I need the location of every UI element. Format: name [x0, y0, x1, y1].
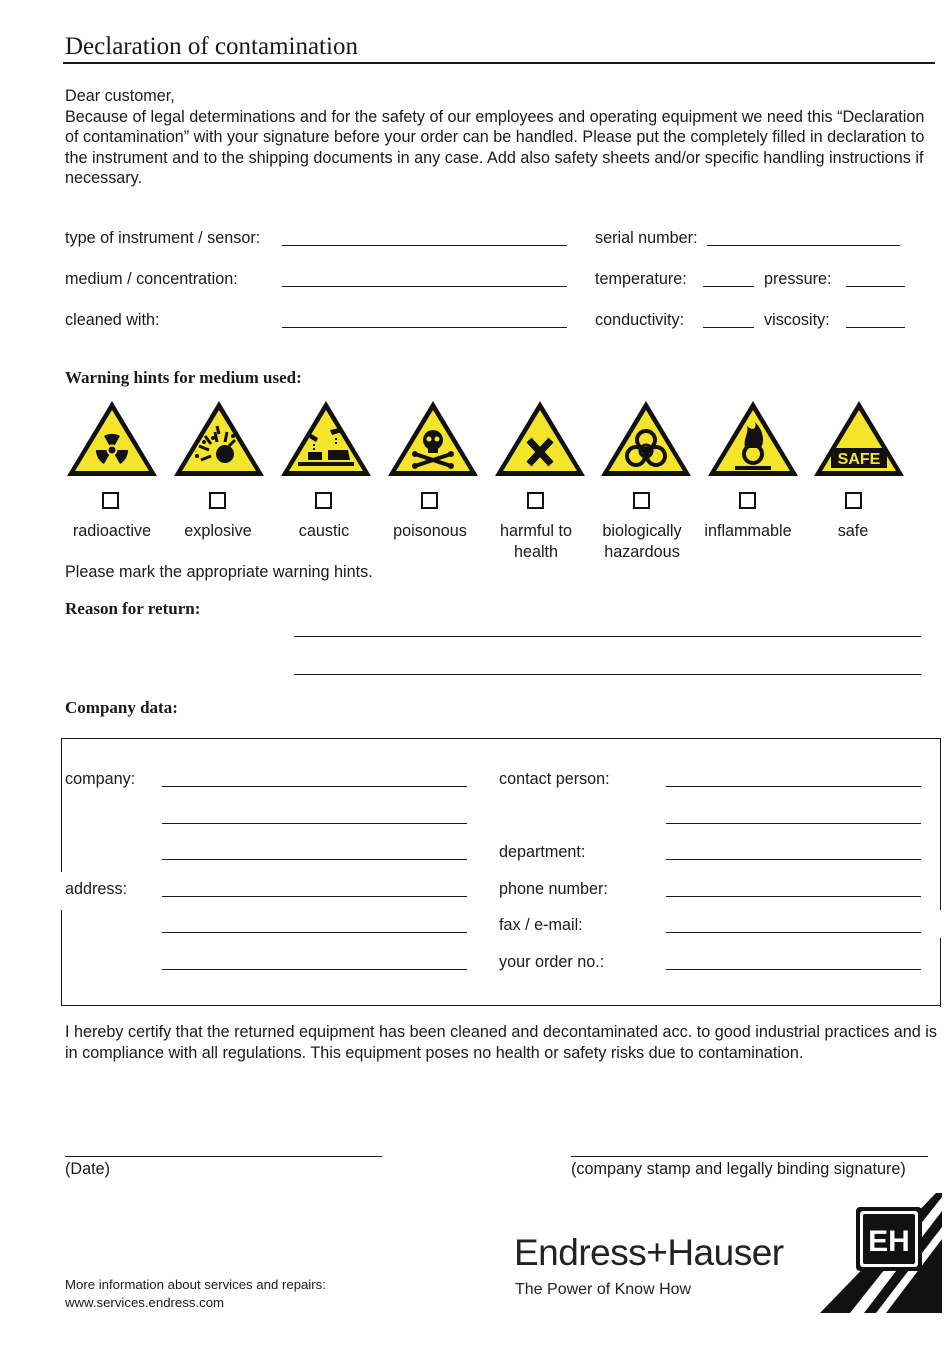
signature-label: (company stamp and legally binding signature)	[571, 1160, 906, 1178]
inflammable-icon	[705, 398, 801, 480]
hint-label-radioactive: radioactive	[72, 522, 152, 540]
explosive-icon	[171, 398, 267, 480]
fax-label: fax / e-mail:	[499, 916, 583, 934]
brand-tagline: The Power of Know How	[515, 1281, 692, 1298]
phone-label: phone number:	[499, 880, 608, 898]
signature-line[interactable]	[571, 1156, 928, 1157]
address-line-2[interactable]	[162, 932, 467, 933]
medium-label: medium / concentration:	[65, 270, 238, 288]
conductivity-line[interactable]	[703, 327, 754, 328]
viscosity-line[interactable]	[846, 327, 905, 328]
department-label: department:	[499, 843, 586, 861]
certification-text: I hereby certify that the returned equipment has been cleaned and decontaminated acc. to good industrial practices and is in compliance with all regulations. This equipment poses no health or safety risks due to contamination.	[65, 1023, 937, 1062]
date-line[interactable]	[65, 1156, 382, 1157]
company-label: company:	[65, 770, 136, 788]
endress-hauser-logo-icon	[820, 1193, 942, 1313]
order-line[interactable]	[666, 969, 921, 970]
temperature-line[interactable]	[703, 286, 754, 287]
conductivity-label: conductivity:	[595, 311, 685, 329]
poisonous-icon	[385, 398, 481, 480]
fax-line[interactable]	[666, 932, 921, 933]
hint-label-safe: safe	[837, 522, 869, 540]
instrument-line[interactable]	[282, 245, 567, 246]
company-line-3[interactable]	[162, 859, 467, 860]
order-label: your order no.:	[499, 953, 605, 971]
radioactive-icon	[64, 398, 160, 480]
serial-line[interactable]	[707, 245, 900, 246]
medium-line[interactable]	[282, 286, 567, 287]
cleaned-line[interactable]	[282, 327, 567, 328]
pressure-label: pressure:	[764, 270, 832, 288]
intro-body: Because of legal determinations and for the safety of our employees and operating equipment we need this “Declaration of contamination” with your signature before your order can be handled. Please put the completely filled in declaration to the instrument and to the shipping documents in any case. Add also safety sheets and/or specific handling instructions if necessary.	[65, 107, 925, 188]
company-box-right-edge-lower	[940, 938, 941, 1007]
hint-label-harmful: harmful to health	[500, 522, 572, 561]
contact-line-2[interactable]	[666, 823, 921, 824]
page-title: Declaration of contamination	[65, 33, 358, 60]
checkbox-safe[interactable]	[845, 492, 862, 509]
date-label: (Date)	[65, 1160, 110, 1178]
brand-name: Endress+Hauser	[514, 1232, 784, 1273]
logo-text: EH	[868, 1225, 910, 1258]
safe-sign-text: SAFE	[837, 451, 881, 468]
checkbox-biohazard[interactable]	[633, 492, 650, 509]
warning-heading: Warning hints for medium used:	[65, 368, 302, 387]
checkbox-poisonous[interactable]	[421, 492, 438, 509]
footer-url[interactable]: www.services.endress.com	[65, 1294, 225, 1310]
harmful-icon	[492, 398, 588, 480]
instrument-label: type of instrument / sensor:	[65, 229, 261, 247]
reason-line-1[interactable]	[294, 636, 921, 637]
checkbox-inflammable[interactable]	[739, 492, 756, 509]
department-line[interactable]	[666, 859, 921, 860]
hint-label-inflammable: inflammable	[704, 522, 792, 540]
hint-label-explosive: explosive	[184, 522, 252, 540]
footer-info	[65, 1276, 326, 1311]
contact-line-1[interactable]	[666, 786, 921, 787]
greeting: Dear customer,	[65, 87, 175, 105]
checkbox-caustic[interactable]	[315, 492, 332, 509]
hint-label-caustic: caustic	[298, 522, 350, 540]
footer-info-text: More information about services and repairs:	[65, 1277, 326, 1292]
reason-line-2[interactable]	[294, 674, 921, 675]
title-rule	[63, 62, 935, 64]
pressure-line[interactable]	[846, 286, 905, 287]
checkbox-radioactive[interactable]	[102, 492, 119, 509]
reason-heading: Reason for return:	[65, 599, 201, 618]
viscosity-label: viscosity:	[764, 311, 830, 329]
contact-label: contact person:	[499, 770, 610, 788]
company-line-2[interactable]	[162, 823, 467, 824]
company-box-right-edge	[940, 738, 941, 910]
warning-note: Please mark the appropriate warning hints.	[65, 563, 373, 581]
serial-label: serial number:	[595, 229, 698, 247]
biohazard-icon	[598, 398, 694, 480]
phone-line[interactable]	[666, 896, 921, 897]
intro-text	[65, 86, 935, 189]
cleaned-label: cleaned with:	[65, 311, 160, 329]
company-line-1[interactable]	[162, 786, 467, 787]
hint-label-biohazard: biologically hazardous	[602, 522, 682, 561]
safe-icon	[811, 398, 907, 480]
address-line-3[interactable]	[162, 969, 467, 970]
address-label: address:	[65, 880, 128, 898]
company-heading: Company data:	[65, 698, 178, 717]
temperature-label: temperature:	[595, 270, 687, 288]
checkbox-harmful[interactable]	[527, 492, 544, 509]
company-box-left-gap	[61, 872, 64, 910]
caustic-icon	[278, 398, 374, 480]
address-line-1[interactable]	[162, 896, 467, 897]
checkbox-explosive[interactable]	[209, 492, 226, 509]
hint-label-poisonous: poisonous	[393, 522, 467, 540]
